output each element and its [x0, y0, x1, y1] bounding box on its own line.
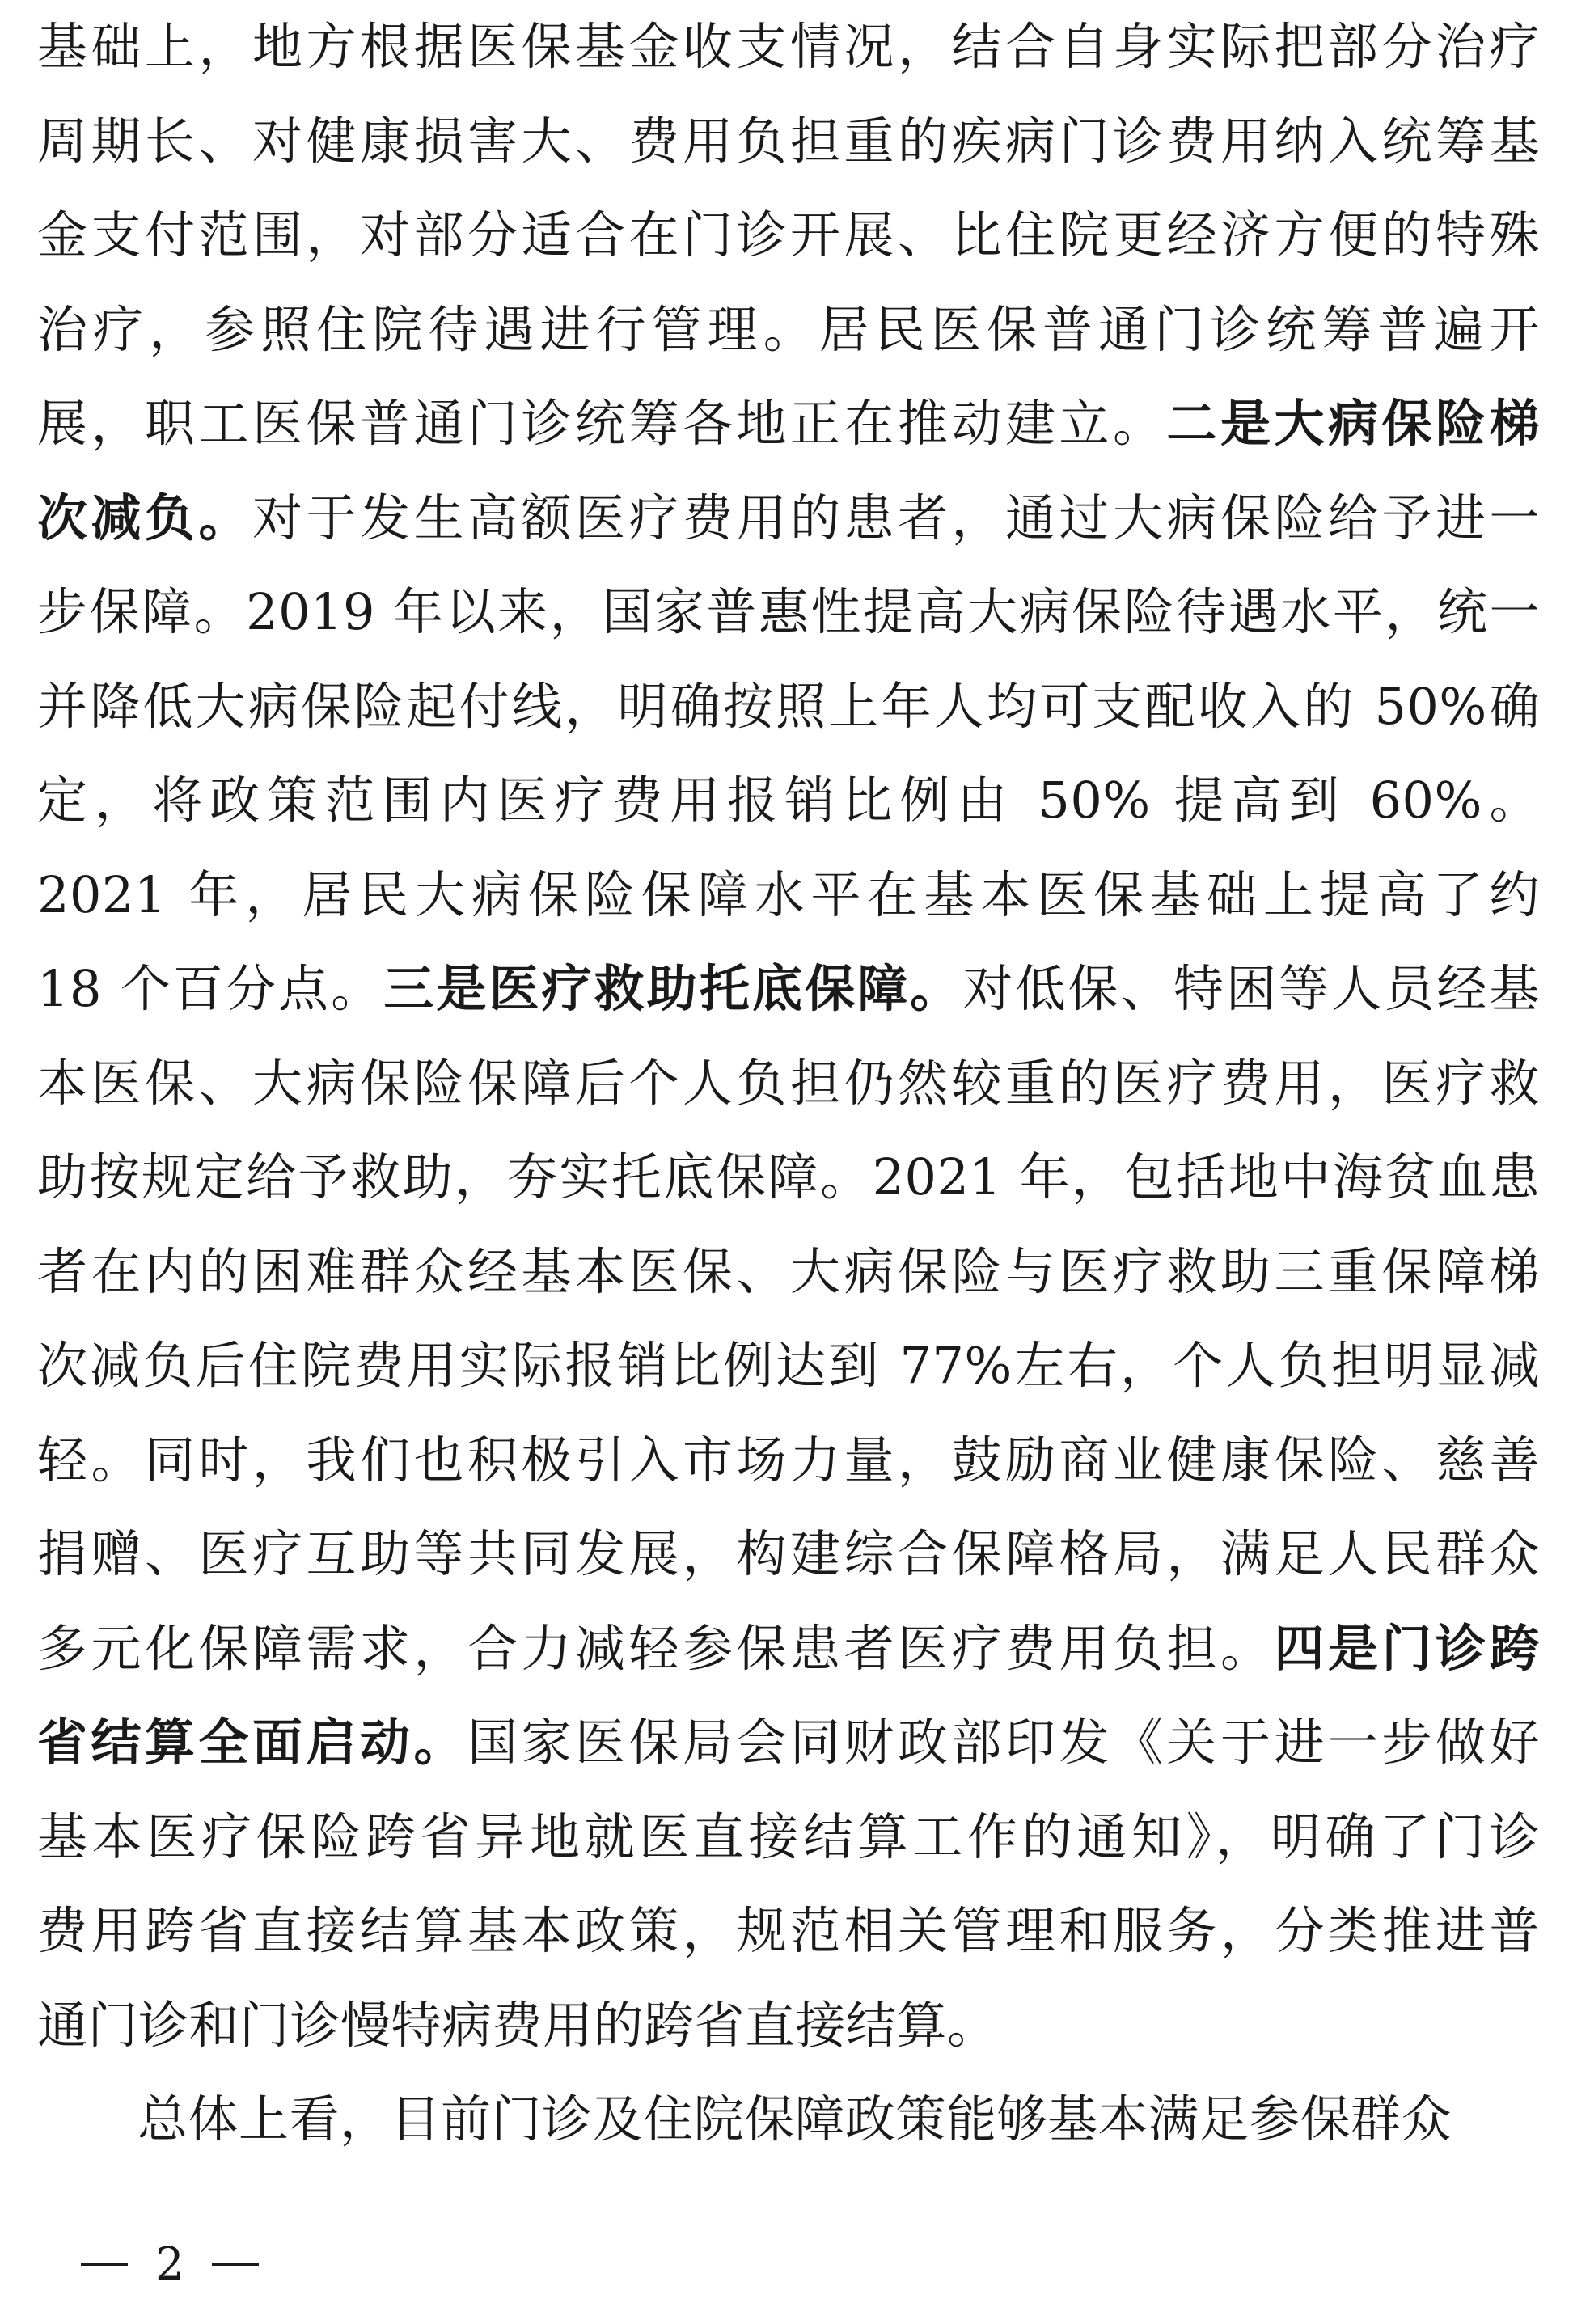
body-text-segment: 助按规定给予救助，夯实托底保障。2021 年，包括地中海贫血患	[37, 1147, 1540, 1206]
bold-heading-text: 二是大病保险梯	[1166, 394, 1540, 453]
body-text-segment: 本医保、大病保险保障后个人负担仍然较重的医疗费用，医疗救	[37, 1053, 1540, 1113]
text-line	[37, 0, 1540, 95]
footer-dash-right	[212, 2263, 259, 2266]
text-line	[37, 1130, 1540, 1225]
text-line	[37, 1413, 1540, 1508]
body-text-segment: 步保障。2019 年以来，国家普惠性提高大病保险待遇水平，统一	[37, 582, 1540, 641]
body-text-segment: 总体上看，目前门诊及住院保障政策能够基本满足参保群众	[137, 2089, 1452, 2149]
text-line	[37, 1225, 1540, 1320]
text-line	[37, 1884, 1540, 1979]
text-line	[37, 1037, 1540, 1131]
text-line	[37, 377, 1540, 471]
body-text-segment: 费用跨省直接结算基本政策，规范相关管理和服务，分类推进普	[37, 1901, 1540, 1960]
text-line	[37, 1790, 1540, 1885]
text-line	[37, 660, 1540, 754]
body-text-segment: 基础上，地方根据医保基金收支情况，结合自身实际把部分治疗	[37, 17, 1540, 76]
body-text-segment: 2021 年，居民大病保险保障水平在基本医保基础上提高了约	[37, 864, 1540, 924]
bold-heading-text: 次减负。	[37, 488, 252, 547]
text-line	[37, 1696, 1540, 1790]
text-line	[37, 188, 1540, 283]
text-line	[37, 1507, 1540, 1602]
text-line	[37, 1319, 1540, 1413]
body-text-segment: 治疗，参照住院待遇进行管理。居民医保普通门诊统筹普遍开	[37, 299, 1540, 359]
body-text	[37, 0, 1540, 2167]
text-line	[37, 2073, 1540, 2167]
body-text-segment: 国家医保局会同财政部印发《关于进一步做好	[467, 1713, 1540, 1772]
bold-heading-text: 四是门诊跨	[1274, 1618, 1540, 1678]
body-text-segment: 18 个百分点。	[37, 959, 384, 1018]
text-line	[37, 471, 1540, 566]
body-text-segment: 次减负后住院费用实际报销比例达到 77%左右，个人负担明显减	[37, 1336, 1540, 1395]
text-line	[37, 754, 1540, 848]
footer-dash-left	[81, 2263, 128, 2266]
body-text-segment: 者在内的困难群众经基本医保、大病保险与医疗救助三重保障梯	[37, 1241, 1540, 1301]
body-text-segment: 展，职工医保普通门诊统筹各地正在推动建立。	[37, 394, 1167, 453]
body-text-segment: 轻。同时，我们也积极引入市场力量，鼓励商业健康保险、慈善	[37, 1430, 1540, 1489]
text-line	[37, 95, 1540, 189]
body-text-segment: 定，将政策范围内医疗费用报销比例由 50% 提高到 60%。	[37, 771, 1540, 830]
body-text-segment: 周期长、对健康损害大、费用负担重的疾病门诊费用纳入统筹基	[37, 111, 1540, 171]
body-text-segment: 对于发生高额医疗费用的患者，通过大病保险给予进一	[252, 488, 1540, 547]
text-line	[37, 565, 1540, 660]
body-text-segment: 并降低大病保险起付线，明确按照上年人均可支配收入的 50%确	[37, 676, 1540, 736]
page-footer	[81, 2238, 259, 2291]
bold-heading-text: 三是医疗救助托底保障。	[383, 959, 963, 1018]
text-line	[37, 942, 1540, 1037]
text-line	[37, 1602, 1540, 1697]
body-text-segment: 通门诊和门诊慢特病费用的跨省直接结算。	[37, 1995, 998, 2055]
text-line	[37, 283, 1540, 378]
body-text-segment: 基本医疗保险跨省异地就医直接结算工作的通知》，明确了门诊	[37, 1806, 1540, 1866]
body-text-segment: 金支付范围，对部分适合在门诊开展、比住院更经济方便的特殊	[37, 205, 1540, 264]
text-line	[37, 848, 1540, 943]
body-text-segment: 捐赠、医疗互助等共同发展，构建综合保障格局，满足人民群众	[37, 1524, 1540, 1583]
body-text-segment: 多元化保障需求，合力减轻参保患者医疗费用负担。	[37, 1618, 1275, 1678]
text-line	[37, 1979, 1540, 2073]
page-number: 2	[155, 2238, 184, 2291]
body-text-segment: 对低保、特困等人员经基	[962, 959, 1540, 1018]
bold-heading-text: 省结算全面启动。	[37, 1713, 467, 1772]
